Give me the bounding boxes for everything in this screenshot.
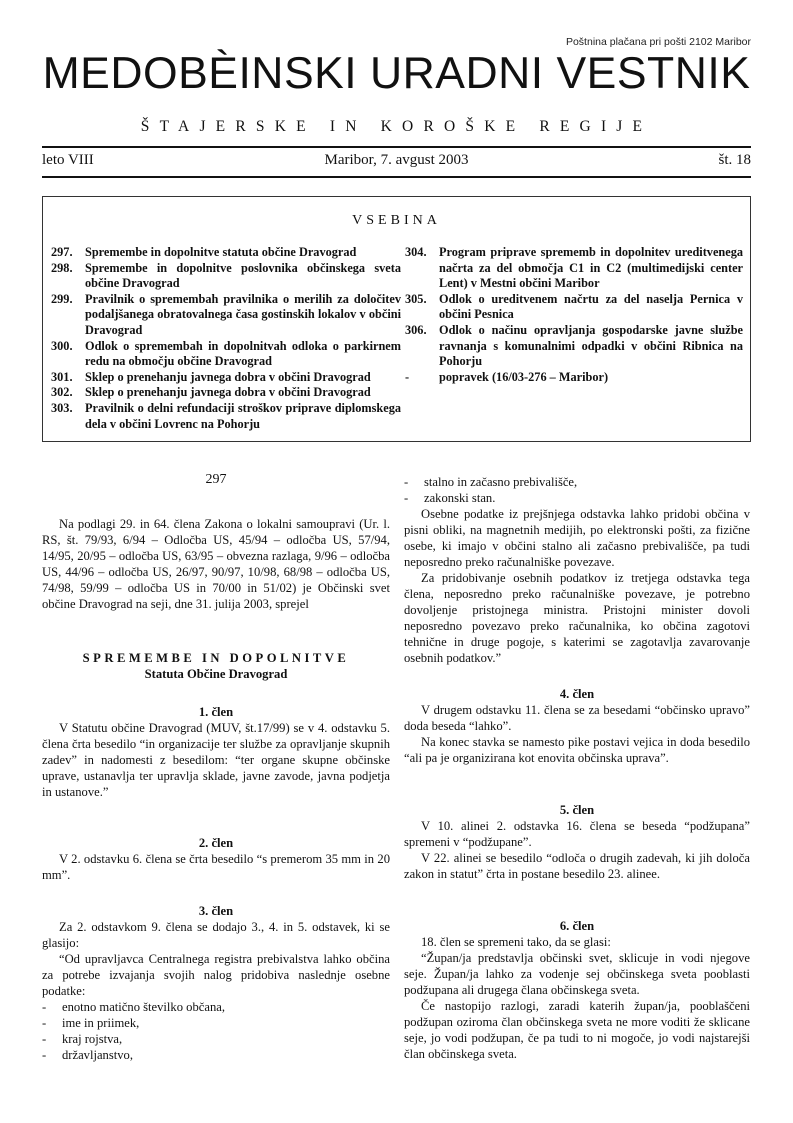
article-text: Za pridobivanje osebnih podatkov iz tretjega odstavka tega člena, neposredno preko računalniške povezave, je potrebno dovoljenje pristojnega ministra. Pristojni minister dovoli neposredno povezavo preko računalnika, ko občina zagotovi tehnične in druge pogoje, s katerimi se zagotavlja zavarovanje osebnih podatkov.” — [404, 571, 750, 665]
section-number: 297 — [205, 472, 227, 487]
article-heading: 2. člen — [198, 836, 234, 850]
contents-title: VSEBINA — [352, 213, 441, 228]
list-item: - enotno matično številko občana, — [42, 999, 390, 1015]
toc-item[interactable] — [51, 339, 401, 370]
toc-text: Odlok o spremembah in dopolnitvah odloka o parkirnem redu na območju občine Dravograd — [85, 338, 401, 369]
list-item: - kraj rojstva, — [42, 1031, 390, 1047]
toc-text: Spremembe in dopolnitve poslovnika občinskega sveta občine Dravograd — [85, 260, 401, 291]
masthead-subtitle: ŠTAJERSKE IN KOROŠKE REGIJE — [140, 118, 653, 135]
toc-right-column — [405, 245, 743, 385]
toc-num: 299. — [51, 291, 73, 306]
article-heading: 4. člen — [559, 687, 595, 701]
list-item: - zakonski stan. — [404, 490, 750, 506]
toc-text: popravek (16/03-276 – Maribor) — [439, 369, 609, 384]
article-text: V 22. alinei se besedilo “odloča o drugih zadevah, ki jih določa zakon in statut” črta in postane besedilo 23. alinee. — [404, 851, 750, 881]
toc-num: - — [405, 369, 410, 384]
article-text: 18. člen se spremeni tako, da se glasi: — [421, 935, 611, 949]
toc-num: 306. — [405, 322, 427, 337]
list-item-text: kraj rojstva, — [62, 1032, 123, 1046]
toc-item[interactable] — [405, 292, 743, 323]
article-heading: 1. člen — [198, 705, 234, 719]
toc-num: 305. — [405, 291, 427, 306]
list-item-text: stalno in začasno prebivališče, — [424, 475, 578, 489]
list-item: - ime in priimek, — [42, 1015, 390, 1031]
article-text: V Statutu občine Dravograd (MUV, št.17/99) se v 4. odstavku 5. člena črta besedilo “in organizacije ter službe za opravljanje skupnih zadev” in nadomesti z besedilom: “ter organe skupne občinske uprave, ustanavlja ter upravlja sklade, javne zavode, javna podjetja in ustanove.” — [42, 721, 390, 799]
toc-num: 302. — [51, 385, 73, 400]
contents-box — [42, 196, 751, 442]
toc-item[interactable] — [51, 385, 401, 401]
toc-text: Pravilnik o delni refundaciji stroškov priprave diplomskega dela v občini Lovrenc na Pohorju — [85, 400, 401, 431]
toc-item[interactable] — [51, 401, 401, 432]
article-heading: 5. člen — [559, 803, 595, 817]
toc-num: 304. — [405, 245, 427, 259]
article-text: Osebne podatke iz prejšnjega odstavka lahko pridobi občina v pisni obliki, na magnetnih medijih, po elektronski pošti, za fizične osebe, ki imajo v občini stalno ali začasno prebivališče, pa tudi neposredno preko računalniške povezave. — [404, 507, 750, 569]
issue-line — [42, 152, 751, 174]
document-title: SPREMEMBE IN DOPOLNITVE — [82, 651, 350, 665]
toc-text: Spremembe in dopolnitve statuta občine Dravograd — [85, 245, 357, 259]
toc-num: 298. — [51, 260, 73, 275]
header-rule-bottom — [42, 176, 751, 178]
toc-item[interactable] — [51, 370, 401, 386]
toc-left-column — [51, 245, 401, 432]
toc-text: Sklep o prenehanju javnega dobra v občini Dravograd — [85, 385, 371, 400]
toc-item[interactable] — [51, 292, 401, 339]
toc-text: Pravilnik o spremembah pravilnika o merilih za določitev podaljšanega obratovalnega časa gostinskih lokalov v občini Dravograd — [85, 291, 401, 337]
article-text: “Od upravljavca Centralnega registra prebivalstva lahko občina za potrebe izvajanja svojih nalog pridobiva naslednje osebne podatke: — [42, 952, 390, 998]
header-rule-top — [42, 146, 751, 148]
article-heading: 3. člen — [198, 904, 234, 918]
article-text: Za 2. odstavkom 9. člena se dodajo 3., 4. in 5. odstavek, ki se glasijo: — [42, 920, 390, 950]
left-text-column — [42, 472, 390, 1063]
toc-text: Program priprave sprememb in dopolnitev ureditvenega načrta za del območja C1 in C2 (multimedijski center Lent) v Mestni občini Maribor — [439, 245, 743, 291]
toc-num: 297. — [51, 245, 73, 259]
list-item: - državljanstvo, — [42, 1047, 390, 1063]
article-text: Če nastopijo razlogi, zaradi katerih župan/ja, pooblaščeni podžupan oziroma član občinskega sveta ne more voditi že sklicane seje, jo vodi podžupan, če pa tudi to ni mogoče, jo vodi najstarejši član občinskega sveta. — [404, 999, 750, 1061]
toc-num: 300. — [51, 338, 73, 353]
document-subtitle: Statuta Občine Dravograd — [144, 667, 288, 681]
issue-year: leto VIII — [42, 152, 94, 168]
article-text: V 2. odstavku 6. člena se črta besedilo “s premerom 35 mm in 20 mm”. — [42, 852, 390, 882]
toc-text: Odlok o ureditvenem načrtu za del naselja Pernica v občini Pesnica — [439, 291, 743, 322]
toc-text: Sklep o prenehanju javnega dobra v občini Dravograd — [85, 369, 371, 384]
toc-item[interactable] — [405, 323, 743, 370]
toc-item[interactable] — [405, 245, 743, 292]
article-text: V 10. alinei 2. odstavka 16. člena se beseda “podžupana” spremeni v “podžupane”. — [404, 819, 750, 849]
right-text-column — [404, 474, 750, 1062]
toc-item[interactable] — [51, 245, 401, 261]
list-item-text: državljanstvo, — [62, 1048, 133, 1062]
toc-num: 301. — [51, 369, 73, 384]
issue-number: št. 18 — [718, 152, 751, 168]
list-item: - stalno in začasno prebivališče, — [404, 474, 750, 490]
article-text: “Župan/ja predstavlja občinski svet, sklicuje in vodi njegove seje. Župan/ja lahko za vodenje sej občinskega sveta pooblasti podžupana ali drugega člana občinskega sveta. — [404, 951, 750, 997]
toc-item[interactable] — [51, 261, 401, 292]
toc-text: Odlok o načinu opravljanja gospodarske javne službe ravnanja s komunalnimi odpadki v občini Ribnica na Pohorju — [439, 322, 743, 369]
masthead-title: MEDOBÈINSKI URADNI VESTNIK — [42, 49, 751, 98]
article-heading: 6. člen — [559, 919, 595, 933]
issue-place-date: Maribor, 7. avgust 2003 — [324, 152, 469, 168]
toc-num: 303. — [51, 400, 73, 415]
intro-paragraph: Na podlagi 29. in 64. člena Zakona o lokalni samoupravi (Ur. l. RS, št. 79/93, 6/94 – Odločba US, 45/94 – odločba US, 57/94, 14/95, 20/95 – odločba US, 63/95 – obvezna razlaga, 9/96 – odločba US, 44/96 – odločba US, 26/97, 90/97, 10/98, 68/98 – odločba US, 74/98, 59/99 – odločba US in 70/00 in 51/02) je Občinski svet občine Dravograd na seji, dne 31. julija 2003, sprejel — [42, 517, 390, 611]
article-text: V drugem odstavku 11. člena se za besedami “občinsko upravo” doda beseda “lahko”. — [404, 703, 750, 733]
toc-item[interactable] — [405, 370, 743, 386]
postage-note: Poštnina plačana pri pošti 2102 Maribor — [565, 36, 751, 48]
list-item-text: ime in priimek, — [62, 1016, 140, 1030]
list-item-text: enotno matično številko občana, — [62, 1000, 225, 1014]
list-item-text: zakonski stan. — [424, 491, 496, 505]
article-text: Na konec stavka se namesto pike postavi vejica in doda besedilo “ali pa je organizirana kot enovita občinska uprava”. — [404, 735, 750, 765]
